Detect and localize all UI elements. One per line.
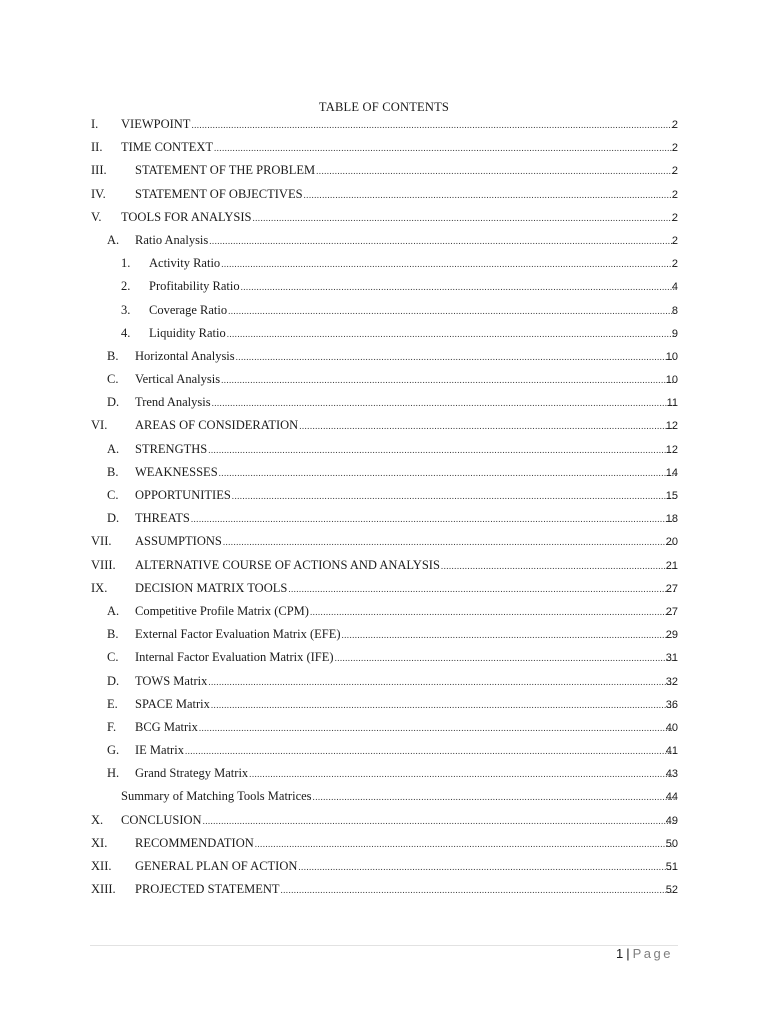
toc-entry-page: 18 [665,513,678,526]
toc-entry-line [149,326,676,341]
toc-entry-number: VII. [91,534,112,549]
toc-entry-label: PROJECTED STATEMENT [135,882,280,897]
toc-entry[interactable] [0,511,768,534]
toc-entry-label: Activity Ratio [149,256,221,271]
toc-entry-number: D. [107,673,120,688]
toc-entry-page: 36 [665,698,678,711]
toc-dot-leader [211,699,676,712]
toc-dot-leader [199,722,676,735]
toc-entry-number: A. [107,441,120,456]
toc-entry[interactable] [0,882,768,905]
toc-entry-page: 31 [665,652,678,665]
toc-entry[interactable] [0,117,768,140]
toc-entry[interactable] [0,395,768,418]
toc-entry-number: V. [91,209,102,224]
toc-entry-number: D. [107,511,120,526]
toc-dot-leader [441,560,676,573]
toc-entry[interactable] [0,349,768,372]
toc-entry-line [135,697,676,712]
toc-entry[interactable] [0,187,768,210]
toc-entry-number: G. [107,743,120,758]
toc-entry[interactable] [0,813,768,836]
toc-entry[interactable] [0,674,768,697]
toc-entry-number: XI. [91,835,108,850]
toc-entry-line [135,233,676,248]
toc-entry-label: Competitive Profile Matrix (CPM) [135,603,309,618]
toc-entry-page: 2 [671,234,678,247]
toc-entry-line [121,813,676,828]
toc-dot-leader [203,815,676,828]
toc-entry-page: 9 [671,327,678,340]
toc-entry-number: B. [107,348,119,363]
toc-entry-label: OPPORTUNITIES [135,488,231,502]
toc-entry-number: XII. [91,859,112,873]
footer-divider [90,945,678,946]
toc-entry-line [135,349,676,364]
toc-entry-line [135,187,676,202]
toc-entry-number: E. [107,696,118,711]
toc-entry[interactable] [0,326,768,349]
toc-entry-number: 1. [121,256,131,271]
toc-entry-label: STATEMENT OF OBJECTIVES [135,186,303,201]
footer-page-number: 1 [616,946,624,961]
toc-dot-leader [221,374,676,387]
toc-entry[interactable] [0,303,768,326]
toc-entry-line [135,372,676,387]
toc-entry-label: ASSUMPTIONS [135,534,222,549]
toc-entry-line [135,581,676,596]
toc-entry-number: IX. [91,580,108,595]
toc-dot-leader [288,583,676,596]
toc-dot-leader [236,351,676,364]
toc-dot-leader [304,189,676,202]
toc-dot-leader [227,328,676,341]
toc-entry-line [135,558,676,573]
toc-entry[interactable] [0,534,768,557]
toc-entry-line [149,303,676,318]
toc-entry-line [121,117,676,132]
toc-entry[interactable] [0,163,768,186]
toc-entry-number: C. [107,372,119,387]
toc-entry-line [121,210,676,225]
toc-entry-line [135,859,676,874]
toc-dot-leader [191,513,676,526]
toc-entry-line [135,766,676,781]
toc-entry-page: 15 [665,490,678,502]
toc-entry[interactable] [0,488,768,511]
toc-dot-leader [212,397,676,410]
toc-entry[interactable] [0,720,768,743]
toc-entry-number: B. [107,464,119,479]
toc-entry-label: SPACE Matrix [135,696,210,711]
toc-entry-line [135,650,676,665]
toc-entry-label: THREATS [135,511,190,526]
toc-dot-leader [208,676,676,689]
toc-entry[interactable] [0,372,768,395]
toc-dot-leader [209,235,676,248]
toc-entry[interactable] [0,604,768,627]
toc-entry-page: 44 [665,791,678,804]
toc-entry-line [135,418,676,433]
toc-entry-page: 27 [665,582,678,595]
toc-entry-label: Profitability Ratio [149,279,240,294]
toc-entry[interactable] [0,442,768,465]
toc-entry-line [135,627,676,642]
toc-entry[interactable] [0,766,768,789]
toc-entry[interactable] [0,256,768,279]
toc-entry-line [135,882,676,897]
toc-entry-label: Coverage Ratio [149,302,228,317]
toc-entry-page: 4 [671,281,678,294]
toc-entry-page: 10 [665,350,678,363]
toc-entry-number: X. [91,812,104,827]
toc-entry[interactable] [0,465,768,488]
toc-entry-page: 20 [665,536,678,549]
toc-entry-line [135,395,676,410]
toc-dot-leader [298,861,676,874]
toc-entry[interactable] [0,789,768,812]
toc-entry-line [135,836,676,851]
toc-entry-page: 32 [665,675,678,688]
toc-entry-line [149,279,676,294]
toc-entry[interactable] [0,279,768,302]
toc-dot-leader [219,467,676,480]
toc-dot-leader [253,212,677,225]
toc-entry-label: Liquidity Ratio [149,325,226,340]
toc-entry-label: WEAKNESSES [135,464,218,479]
toc-entry-page: 2 [671,211,678,224]
toc-entry-page: 2 [671,119,678,131]
toc-entry-line [135,674,676,689]
toc-dot-leader [335,652,676,665]
toc-entry-label: Vertical Analysis [135,372,221,387]
toc-entry-label: TIME CONTEXT [121,140,213,155]
toc-entry[interactable] [0,140,768,163]
toc-entry-page: 12 [665,420,678,433]
toc-entry[interactable] [0,697,768,720]
toc-entry-line [121,140,676,155]
toc-entry-label: TOOLS FOR ANALYSIS [121,209,252,224]
toc-dot-leader [232,490,676,503]
toc-entry-page: 2 [671,165,678,178]
toc-entry-line [135,511,676,526]
toc-entry-label: Grand Strategy Matrix [135,766,249,781]
toc-entry-label: STATEMENT OF THE PROBLEM [135,163,316,178]
toc-entry-label: BCG Matrix [135,719,198,734]
toc-entry-number: 3. [121,302,131,317]
toc-entry[interactable] [0,650,768,673]
toc-entry-number: III. [91,163,107,178]
toc-dot-leader [191,119,676,132]
toc-entry-page: 27 [665,605,678,618]
toc-dot-leader [299,420,676,433]
toc-dot-leader [208,444,676,457]
toc-entry-page: 49 [665,814,678,827]
toc-dot-leader [185,745,676,758]
toc-entry-label: IE Matrix [135,743,184,758]
toc-entry-line [135,442,676,457]
toc-entry-page: 12 [665,443,678,456]
toc-entry[interactable] [0,210,768,233]
toc-dot-leader [223,536,676,549]
toc-entry-page: 10 [665,374,678,387]
toc-entry-number: F. [107,719,117,734]
toc-entry-number: VIII. [91,557,116,572]
toc-entry-line [135,488,676,503]
toc-entry-number: H. [107,766,120,781]
toc-dot-leader [313,791,676,804]
toc-entry-number: B. [107,627,119,642]
toc-entry[interactable] [0,581,768,604]
toc-entry[interactable] [0,233,768,256]
toc-entry-number: VI. [91,418,108,433]
toc-entry-label: STRENGTHS [135,441,208,456]
toc-entry-number: 2. [121,279,131,294]
toc-entry-page: 11 [666,397,678,410]
toc-entry-page: 8 [671,304,678,317]
toc-entry-label: RECOMMENDATION [135,835,254,850]
page-footer [616,946,673,961]
toc-entry[interactable] [0,859,768,882]
toc-entry-number: XIII. [91,882,116,897]
toc-entry-label: Trend Analysis [135,395,211,410]
toc-entry-label: GENERAL PLAN OF ACTION [135,859,298,873]
toc-entry-label: TOWS Matrix [135,673,208,688]
toc-entry-page: 2 [671,142,678,155]
toc-entry-line [135,743,676,758]
toc-entry-number: 4. [121,325,131,340]
toc-entry-line [135,604,676,619]
toc-entry-number: A. [107,603,120,618]
toc-dot-leader [310,606,676,619]
toc-entry-label: Ratio Analysis [135,232,209,247]
toc-dot-leader [255,838,676,851]
toc-dot-leader [316,165,676,178]
toc-entry[interactable] [0,743,768,766]
toc-entry-page: 52 [665,884,678,897]
toc-entry-number: I. [91,117,99,131]
toc-entry[interactable] [0,558,768,581]
toc-entry-page: 2 [671,258,678,271]
toc-entry-number: C. [107,650,119,665]
toc-entry-page: 41 [665,745,678,758]
toc-entry-line [121,789,676,804]
toc-dot-leader [249,768,676,781]
toc-entry[interactable] [0,627,768,650]
toc-dot-leader [241,281,676,294]
toc-entry-label: VIEWPOINT [121,117,191,131]
toc-entry-label: Internal Factor Evaluation Matrix (IFE) [135,650,334,665]
toc-entry-line [135,465,676,480]
toc-entry-number: C. [107,488,119,502]
toc-entry-number: II. [91,140,103,155]
toc-entry-page: 50 [665,837,678,850]
toc-entry-label: Summary of Matching Tools Matrices [121,789,312,804]
toc-entry[interactable] [0,418,768,441]
toc-dot-leader [221,258,676,271]
toc-entry-label: DECISION MATRIX TOOLS [135,580,288,595]
toc-dot-leader [228,305,676,318]
toc-list [0,117,768,905]
toc-entry-page: 14 [665,466,678,479]
toc-entry-page: 51 [665,861,678,873]
footer-separator: | [626,946,630,961]
toc-entry-label: CONCLUSION [121,812,202,827]
toc-entry-page: 2 [671,188,678,201]
toc-entry-line [135,720,676,735]
toc-entry-label: Horizontal Analysis [135,348,235,363]
toc-dot-leader [214,142,676,155]
toc-entry-line [135,163,676,178]
toc-entry-line [149,256,676,271]
toc-entry-number: D. [107,395,120,410]
toc-entry-number: A. [107,232,120,247]
footer-page-word: Page [632,946,673,961]
toc-entry-page: 40 [665,721,678,734]
toc-entry-label: External Factor Evaluation Matrix (EFE) [135,627,341,642]
toc-entry[interactable] [0,836,768,859]
toc-dot-leader [281,884,677,897]
toc-entry-page: 29 [665,629,678,642]
toc-entry-page: 43 [665,768,678,781]
toc-entry-label: AREAS OF CONSIDERATION [135,418,299,433]
toc-dot-leader [342,629,677,642]
toc-entry-number: IV. [91,186,106,201]
toc-entry-page: 21 [665,559,678,572]
toc-entry-line [135,534,676,549]
toc-title: TABLE OF CONTENTS [318,100,450,114]
toc-entry-label: ALTERNATIVE COURSE OF ACTIONS AND ANALYSIS [135,557,440,572]
